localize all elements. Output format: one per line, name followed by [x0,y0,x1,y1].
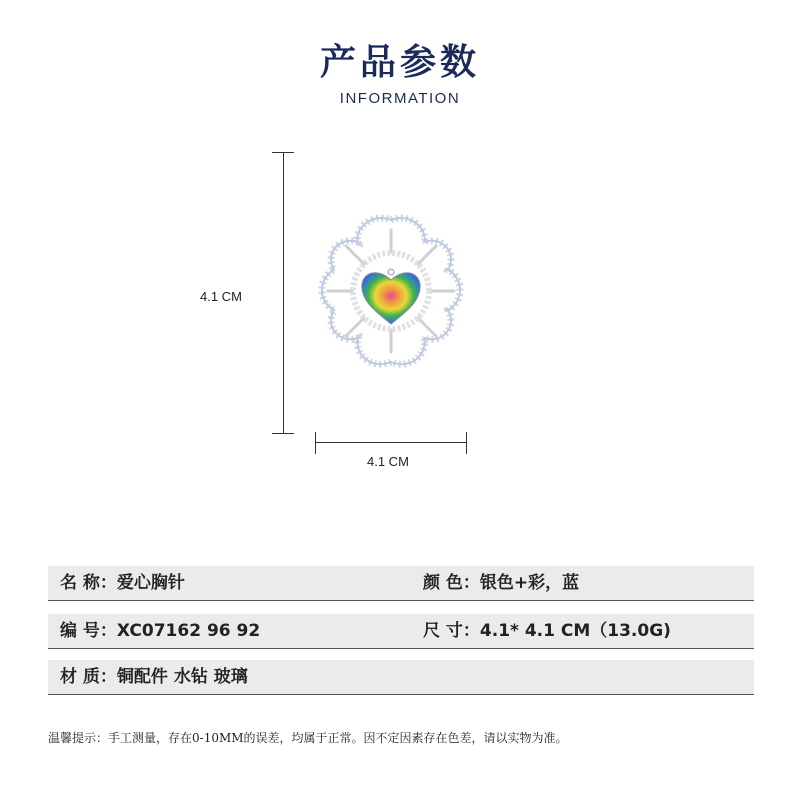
height-dimension-cap-bottom [272,433,294,434]
spec-row-3 [48,660,754,695]
width-dimension-cap-right [466,432,467,454]
spec-row-1 [48,566,754,601]
height-dimension-line [283,152,284,434]
footer-note: 温馨提示：手工测量，存在0-10MM的误差，均属于正常。因不定因素存在色差，请以实物为准。 [48,731,568,745]
spec-size: 尺 寸：4.1* 4.1 CM（13.0G) [423,621,671,641]
spec-row-2 [48,614,754,649]
width-dimension-label: 4.1 CM [367,454,409,469]
spec-code: 编 号：XC07162 96 92 [60,621,261,641]
spec-color: 颜 色：银色+彩，蓝 [423,573,580,593]
page-subtitle: INFORMATION [339,90,461,107]
spec-material: 材 质：铜配件 水钻 玻璃 [60,667,248,687]
page-title: 产品参数 [319,41,480,83]
spec-name: 名 称：爱心胸针 [60,573,185,593]
heart-brooch-image [316,212,466,370]
width-dimension-cap-left [315,432,316,454]
heart-brooch-icon [316,212,466,370]
height-dimension-label: 4.1 CM [200,289,242,304]
width-dimension-line [315,442,467,443]
